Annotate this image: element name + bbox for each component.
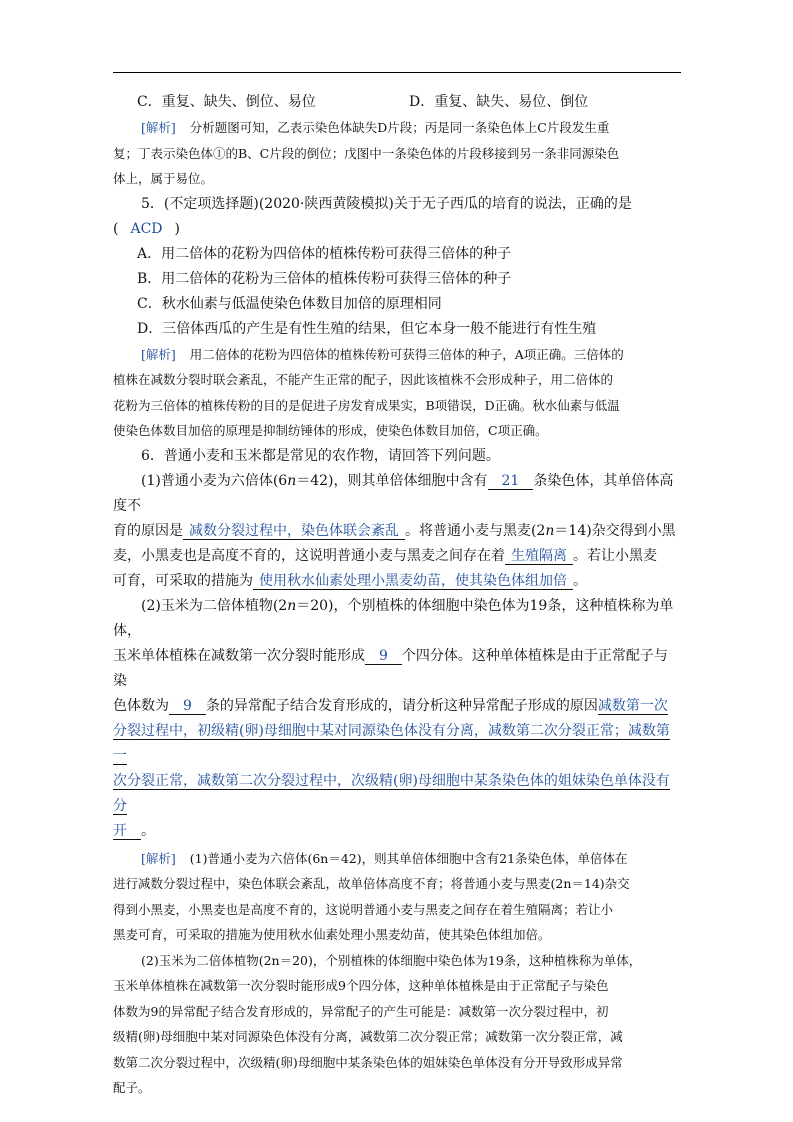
answer-blank: 9: [169, 698, 206, 715]
text: 色体数为: [113, 697, 169, 714]
q5-answer: ACD: [130, 220, 163, 237]
q6-analysis2-line3: 体数为9的异常配子结合发育形成的，异常配子的产生可能是：减数第一次分裂过程中，初: [113, 1003, 609, 1019]
text: (2)玉米为二倍体植物(2: [141, 597, 288, 614]
q6-part2-line5: [113, 769, 681, 819]
q6-part2-line1: [113, 594, 681, 644]
q6-analysis1-line4: 黑麦可育，可采取的措施为使用秋水仙素处理小黑麦幼苗，使其染色体组加倍。: [113, 927, 551, 942]
text: ＝42)，则其单倍体细胞中含有: [296, 472, 488, 489]
text: 玉米单体植株在减数第一次分裂时能形成: [113, 647, 365, 664]
text: 。: [573, 572, 587, 589]
answer-blank: 生殖隔离: [505, 548, 573, 565]
text: 条的异常配子结合发育形成的，请分析这种异常配子形成的原因: [205, 697, 598, 714]
q6-part2-line3: [113, 694, 681, 719]
italic-n: n: [287, 472, 297, 489]
text: ＝14)杂交得到小黑: [554, 522, 676, 539]
analysis-tag: [解析]: [141, 346, 176, 362]
analysis-tag: [解析]: [141, 120, 176, 135]
q5-option-d: D．三倍体西瓜的产生是有性生殖的结果，但它本身一般不能进行有性生殖: [137, 320, 597, 337]
q6-analysis1: [113, 846, 681, 872]
text: 。: [141, 822, 155, 839]
q5-analysis-line4: 使染色体数目加倍的原理是抑制纺锤体的形成，使染色体数目加倍，C项正确。: [113, 423, 548, 438]
q5-close-paren: ): [174, 220, 180, 237]
q5-option-b: B．用二倍体的花粉为三倍体的植株传粉可获得三倍体的种子: [137, 270, 512, 287]
answer-blank: 9: [365, 648, 402, 665]
q4-analysis-line2: 复；丁表示染色体①的B、C片段的倒位；戊图中一条染色体的片段移接到另一条非同源染色: [113, 145, 620, 161]
q6-analysis2-line4: 级精(卵)母细胞中某对同源染色体没有分离，减数第二次分裂正常；减数第一次分裂正常，减: [113, 1029, 623, 1044]
text: 麦，小黑麦也是高度不育的，这说明普通小麦与黑麦之间存在着: [113, 547, 505, 564]
answer-blank: 减数第一次: [597, 697, 668, 714]
q5-option-a: A．用二倍体的花粉为四倍体的植株传粉可获得三倍体的种子: [137, 245, 512, 262]
q6-part2-line2: [113, 644, 681, 694]
q6-stem: 6．普通小麦和玉米都是常见的农作物，请回答下列问题。: [141, 447, 500, 464]
analysis-text: 分析题图可知，乙表示染色体缺失D片段；丙是同一条染色体上C片段发生重: [189, 120, 610, 135]
q6-analysis1-line3: 得到小黑麦，小黑麦也是高度不育的，这说明普通小麦与黑麦之间存在着生殖隔离；若让小: [113, 901, 614, 917]
q6-part2-line6: [113, 819, 681, 844]
prev-options-row: [113, 90, 681, 115]
q6-part2-line4: [113, 719, 681, 769]
header-rule: [113, 72, 681, 73]
q6-analysis1-line2: 进行减数分裂过程中，染色体联会紊乱，故单倍体高度不育；将普通小麦与黑麦(2n＝14)杂交: [113, 876, 630, 891]
analysis-text: 用二倍体的花粉为四倍体的植株传粉可获得三倍体的种子，A项正确。三倍体的: [189, 346, 624, 362]
text: (1)普通小麦为六倍体(6: [141, 472, 288, 489]
answer-blank: 次分裂正常，减数第二次分裂过程中，次级精(卵)母细胞中某条染色体的姐妹染色单体没有分: [113, 772, 670, 814]
q5-option-c: C．秋水仙素与低温使染色体数目加倍的原理相同: [137, 295, 442, 312]
q6-analysis2: (2)玉米为二倍体植物(2n＝20)，个别植株的体细胞中染色体为19条，这种植株称为单体，: [141, 952, 642, 968]
text: 条染色体，其单倍体高度不: [113, 472, 674, 514]
q6-part1-line1: [113, 469, 681, 519]
document-body: [113, 90, 681, 1101]
q4-analysis-line3: 体上，属于易位。: [113, 171, 214, 186]
answer-blank: 减数分裂过程中，染色体联会紊乱: [183, 523, 405, 540]
option-d: D．重复、缺失、易位、倒位: [409, 94, 589, 110]
q6-analysis2-line5: 数第二次分裂过程中，次级精(卵)母细胞中某条染色体的姐妹染色单体没有分开导致形成异常: [113, 1054, 623, 1070]
q6-part1-line4: [113, 569, 681, 594]
answer-blank: 开: [113, 823, 141, 840]
answer-blank: 分裂过程中，初级精(卵)母细胞中某对同源染色体没有分离，减数第二次分裂正常；减数第一: [113, 722, 670, 764]
italic-n: n: [545, 522, 555, 539]
text: 育的原因是: [113, 522, 183, 539]
q5-stem-text: 5．(不定项选择题)(2020·陕西黄陵模拟)关于无子西瓜的培育的说法，正确的是(: [113, 195, 632, 237]
q5-analysis-line2: 植株在减数分裂时联会紊乱，不能产生正常的配子，因此该植株不会形成种子，用二倍体的: [113, 372, 614, 387]
q5-analysis-line3: 花粉为三倍体的植株传粉的目的是促进子房发育成果实，B项错误，D正确。秋水仙素与低温: [113, 397, 620, 413]
text: 可育，可采取的措施为: [113, 572, 253, 589]
analysis-tag: [解析]: [141, 850, 176, 866]
text: ＝20)，个别植株的体细胞中染色体为19条，这种植株称为单体，: [113, 597, 674, 639]
text: 。若让小黑麦: [573, 547, 657, 564]
analysis-text: (1)普通小麦为六倍体(6n＝42)，则其单倍体细胞中含有21条染色体，单倍体在: [189, 850, 628, 866]
q5-stem: [113, 192, 681, 242]
q6-part1-line2: [113, 519, 681, 544]
q6-part1-line3: [113, 544, 681, 569]
text: 个四分体。这种单体植株是由于正常配子与染: [113, 647, 668, 689]
q6-analysis2-line6: 配子。: [113, 1080, 151, 1095]
answer-blank: 使用秋水仙素处理小黑麦幼苗，使其染色体组加倍: [253, 573, 573, 590]
text: 。将普通小麦与黑麦(2: [405, 522, 546, 539]
option-c: C．重复、缺失、倒位、易位: [137, 94, 316, 110]
q4-analysis: [113, 115, 681, 141]
italic-n: n: [287, 597, 297, 614]
q6-analysis2-line2: 玉米单体植株在减数第一次分裂时能形成9个四分体，这种单体植株是由于正常配子与染色: [113, 978, 609, 993]
q5-analysis: [113, 342, 681, 368]
answer-blank: 21: [488, 473, 534, 490]
